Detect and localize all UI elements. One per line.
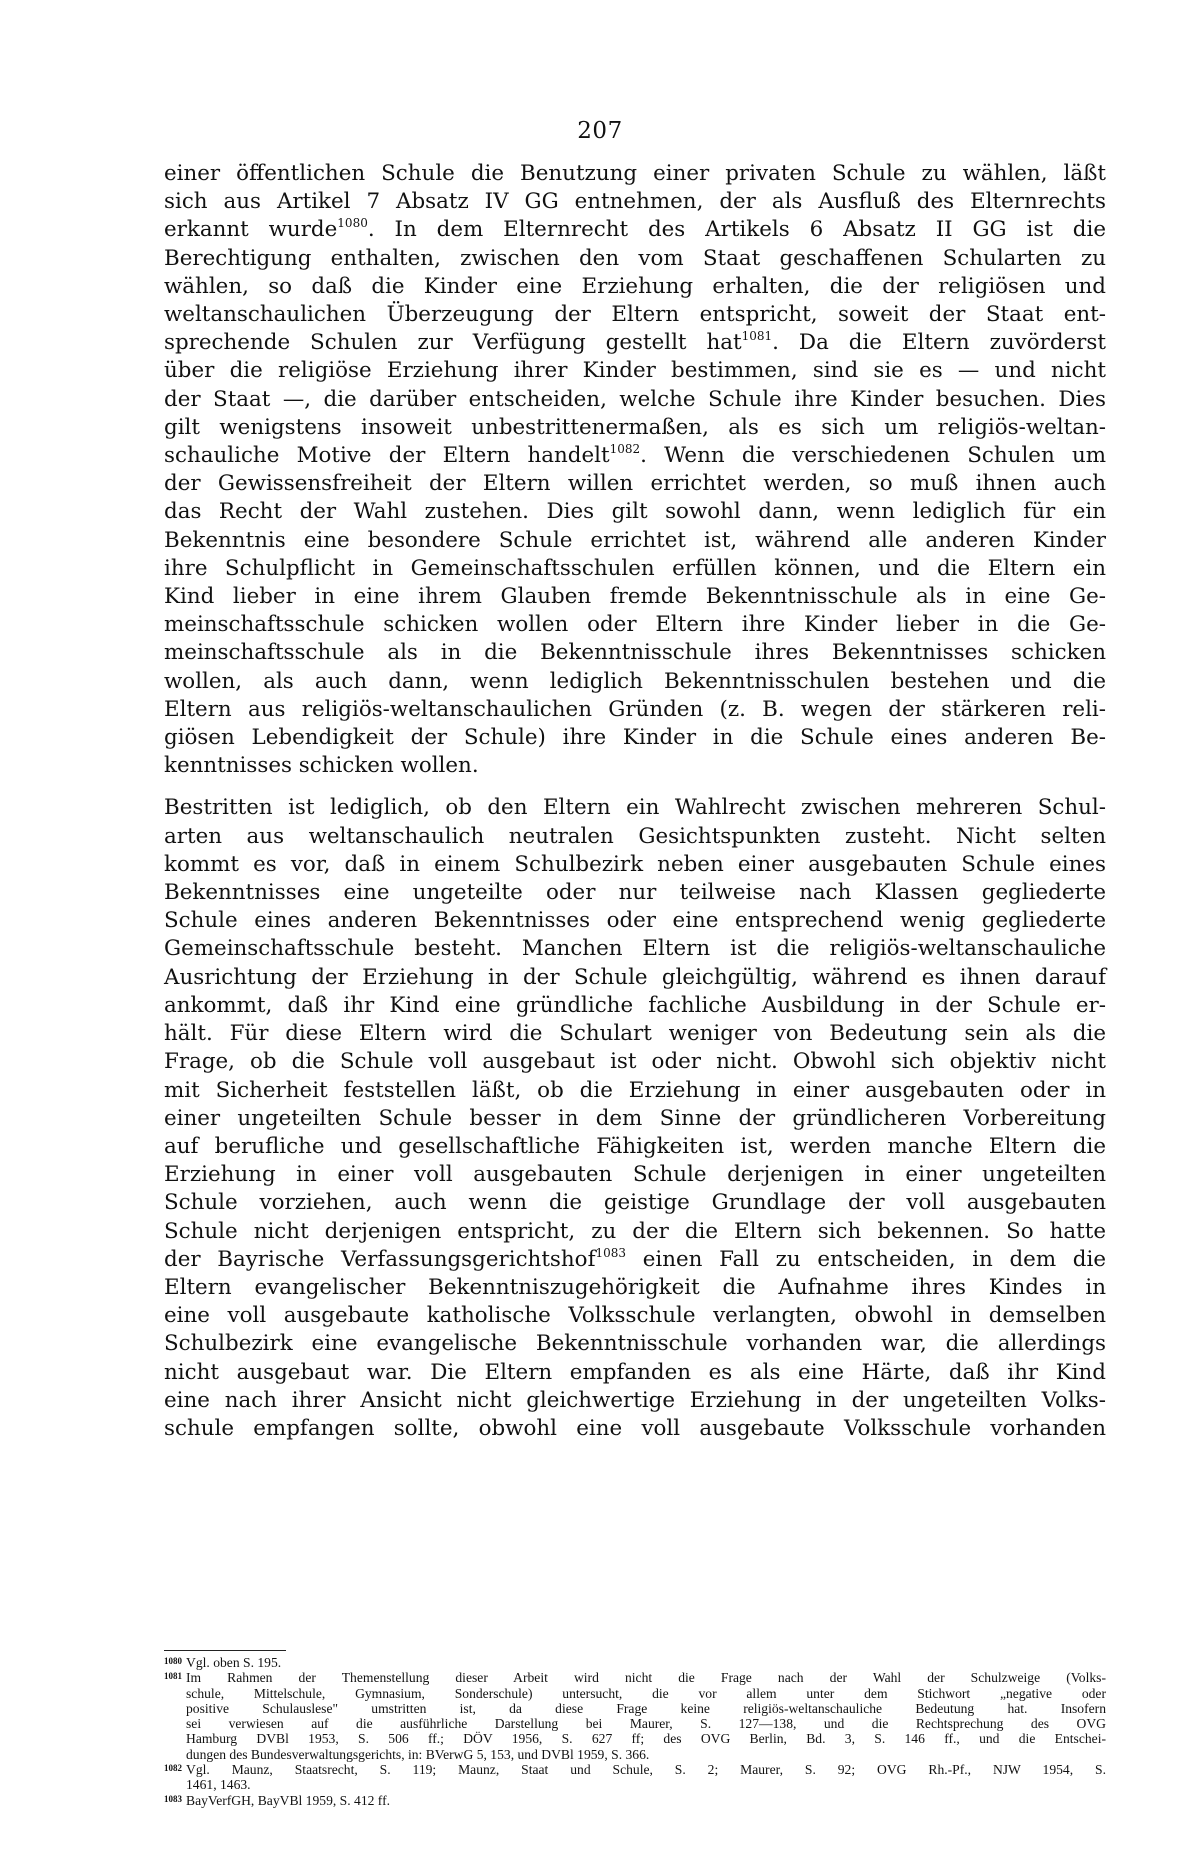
footnote-ref-1081: 1081 — [741, 329, 773, 344]
body-text — [164, 160, 1106, 1443]
text-line: Schulbezirk eine evangelische Bekenntnisschule vorhanden war, die allerdings — [164, 1331, 1106, 1357]
text-line: meinschaftsschule als in die Bekenntnisschule ihres Bekenntnisses schicken — [164, 640, 1106, 666]
text-line: Bekenntnisses eine ungeteilte oder nur teilweise nach Klassen gegliederte — [164, 880, 1106, 906]
paragraph-2 — [164, 794, 1106, 1443]
footnote-ref-1080: 1080 — [337, 216, 368, 231]
text-line: eine nach ihrer Ansicht nicht gleichwertige Erziehung in der ungeteilten Volks- — [164, 1387, 1106, 1413]
text-line: einer öffentlichen Schule die Benutzung einer privaten Schule zu wählen, läßt — [164, 161, 1106, 186]
footnote-line: positive Schulauslese" umstritten ist, da diese Frage keine religiös-weltanschauliche Bedeutung hat. Insofern — [186, 1700, 1106, 1716]
text-line: Schule nicht derjenigen entspricht, zu der die Eltern sich bekennen. So hatte — [164, 1218, 1106, 1244]
page-number: 207 — [577, 118, 623, 144]
text-line: Erziehung in einer voll ausgebauten Schule derjenigen in einer ungeteilten — [164, 1162, 1106, 1188]
footnote-line: Vgl. oben S. 195. — [186, 1655, 282, 1670]
footnote-1082 — [164, 1762, 1106, 1793]
text-line: sprechende Schulen zur Verfügung gestellt hat$^{1081}$. Da die Eltern zuvörderst — [164, 329, 1106, 356]
footnote-1083 — [164, 1793, 1106, 1808]
footnote-number: 1080 — [164, 1656, 182, 1666]
text-line: schauliche Motive der Eltern handelt$^{1082}$. Wenn die verschiedenen Schulen um — [164, 442, 1107, 469]
footnote-1081 — [164, 1670, 1106, 1762]
footnote-divider — [164, 1650, 286, 1651]
text-line: schule empfangen sollte, obwohl eine voll ausgebaute Volksschule vorhanden — [164, 1415, 1106, 1441]
text-line: Frage, ob die Schule voll ausgebaut ist oder nicht. Obwohl sich objektiv nicht — [164, 1049, 1106, 1075]
footnote-line: Vgl. Maunz, Staatsrecht, S. 119; Maunz, Staat und Schule, S. 2; Maurer, S. 92; OVG Rh.-Pf., NJW 1954, S. — [186, 1762, 1106, 1778]
text-line: kenntnisses schicken wollen. — [164, 753, 479, 779]
footnote-number: 1081 — [164, 1671, 182, 1682]
paragraph-1 — [164, 160, 1106, 780]
text-line: ankommt, daß ihr Kind eine gründliche fachliche Ausbildung in der Schule er- — [164, 992, 1106, 1018]
text-line: arten aus weltanschaulich neutralen Gesichtspunkten zusteht. Nicht selten — [164, 823, 1106, 849]
text-line: erkannt wurde$^{1080}$. In dem Elternrecht des Artikels 6 Absatz II GG ist die — [164, 216, 1106, 243]
footnote-ref-1083: 1083 — [595, 1245, 627, 1260]
text-line: einer ungeteilten Schule besser in dem Sinne der gründlicheren Vorbereitung — [164, 1105, 1106, 1131]
text-line: mit Sicherheit feststellen läßt, ob die Erziehung in einer ausgebauten oder in — [164, 1077, 1106, 1103]
text-line: Eltern aus religiös-weltanschaulichen Gründen (z. B. wegen der stärkeren reli- — [164, 696, 1106, 722]
footnote-number: 1082 — [164, 1763, 182, 1774]
text-line: Bekenntnis eine besondere Schule errichtet ist, während alle anderen Kinder — [164, 527, 1106, 553]
text-line: der Bayrische Verfassungsgerichtshof$^{1083}$ einen Fall zu entscheiden, in dem die — [164, 1245, 1106, 1272]
footnote-line: Im Rahmen der Themenstellung dieser Arbeit wird nicht die Frage nach der Wahl der Schulzweige (Volks- — [186, 1670, 1106, 1686]
text-line: Schule vorziehen, auch wenn die geistige Grundlage der voll ausgebauten — [164, 1190, 1106, 1216]
text-line: das Recht der Wahl zustehen. Dies gilt sowohl dann, wenn lediglich für ein — [164, 499, 1106, 525]
text-line: meinschaftsschule schicken wollen oder Eltern ihre Kinder lieber in die Ge- — [164, 612, 1106, 638]
text-line: auf berufliche und gesellschaftliche Fähigkeiten ist, werden manche Eltern die — [164, 1133, 1106, 1159]
text-line: nicht ausgebaut war. Die Eltern empfanden es als eine Härte, daß ihr Kind — [164, 1359, 1106, 1385]
footnote-line: dungen des Bundesverwaltungsgerichts, in: BVerwG 5, 153, und DVBl 1959, S. 366. — [186, 1746, 650, 1762]
text-line: kommt es vor, daß in einem Schulbezirk neben einer ausgebauten Schule eines — [164, 851, 1106, 877]
footnote-line: 1461, 1463. — [186, 1777, 251, 1793]
footnote-line: sei verwiesen auf die ausführliche Darstellung bei Maurer, S. 127—138, und die Rechtsprechung des OVG — [186, 1716, 1106, 1732]
footnote-line: schule, Mittelschule, Gymnasium, Sonderschule) untersucht, die vor allem unter dem Stichwort „negative oder — [186, 1685, 1106, 1701]
footnote-line: Hamburg DVBl 1953, S. 506 ff.; DÖV 1956, S. 627 ff; des OVG Berlin, Bd. 3, S. 146 ff., und die Entschei- — [186, 1731, 1106, 1747]
text-line: Eltern evangelischer Bekenntniszugehörigkeit die Aufnahme ihres Kindes in — [164, 1274, 1106, 1300]
text-line: weltanschaulichen Überzeugung der Eltern entspricht, soweit der Staat ent- — [164, 302, 1106, 328]
footnote-ref-1082: 1082 — [609, 442, 641, 457]
text-line: giösen Lebendigkeit der Schule) ihre Kinder in die Schule eines anderen Be- — [164, 725, 1106, 751]
text-line: hält. Für diese Eltern wird die Schulart weniger von Bedeutung sein als die — [164, 1021, 1106, 1047]
text-line: Kind lieber in eine ihrem Glauben fremde Bekenntnisschule als in eine Ge- — [164, 584, 1106, 610]
text-line: Berechtigung enthalten, zwischen den vom Staat geschaffenen Schularten zu — [164, 245, 1106, 271]
text-line: wollen, als auch dann, wenn lediglich Bekenntnisschulen bestehen und die — [164, 668, 1106, 694]
text-line: gilt wenigstens insoweit unbestrittenermaßen, als es sich um religiös-weltan- — [164, 414, 1106, 440]
text-line: Schule eines anderen Bekenntnisses oder eine entsprechend wenig gegliederte — [164, 908, 1106, 934]
text-line: der Staat —, die darüber entscheiden, welche Schule ihre Kinder besuchen. Dies — [164, 386, 1106, 412]
footnotes — [164, 1655, 1106, 1808]
text-line: über die religiöse Erziehung ihrer Kinder bestimmen, sind sie es — und nicht — [164, 358, 1106, 384]
text-line: eine voll ausgebaute katholische Volksschule verlangten, obwohl in demselben — [164, 1303, 1106, 1329]
text-line: sich aus Artikel 7 Absatz IV GG entnehmen, der als Ausfluß des Elternrechts — [164, 189, 1106, 215]
footnote-number: 1083 — [164, 1793, 182, 1804]
text-line: ihre Schulpflicht in Gemeinschaftsschulen erfüllen können, und die Eltern ein — [164, 555, 1106, 581]
text-line: Bestritten ist lediglich, ob den Eltern ein Wahlrecht zwischen mehreren Schul- — [164, 795, 1106, 821]
footnote-1080 — [164, 1655, 1106, 1670]
text-line: Ausrichtung der Erziehung in der Schule gleichgültig, während es ihnen darauf — [164, 964, 1106, 990]
text-line: Gemeinschaftsschule besteht. Manchen Eltern ist die religiös-weltanschauliche — [164, 936, 1106, 962]
text-line: der Gewissensfreiheit der Eltern willen errichtet werden, so muß ihnen auch — [164, 471, 1106, 497]
footnote-line: BayVerfGH, BayVBl 1959, S. 412 ff. — [186, 1792, 391, 1808]
text-line: wählen, so daß die Kinder eine Erziehung erhalten, die der religiösen und — [164, 273, 1106, 299]
